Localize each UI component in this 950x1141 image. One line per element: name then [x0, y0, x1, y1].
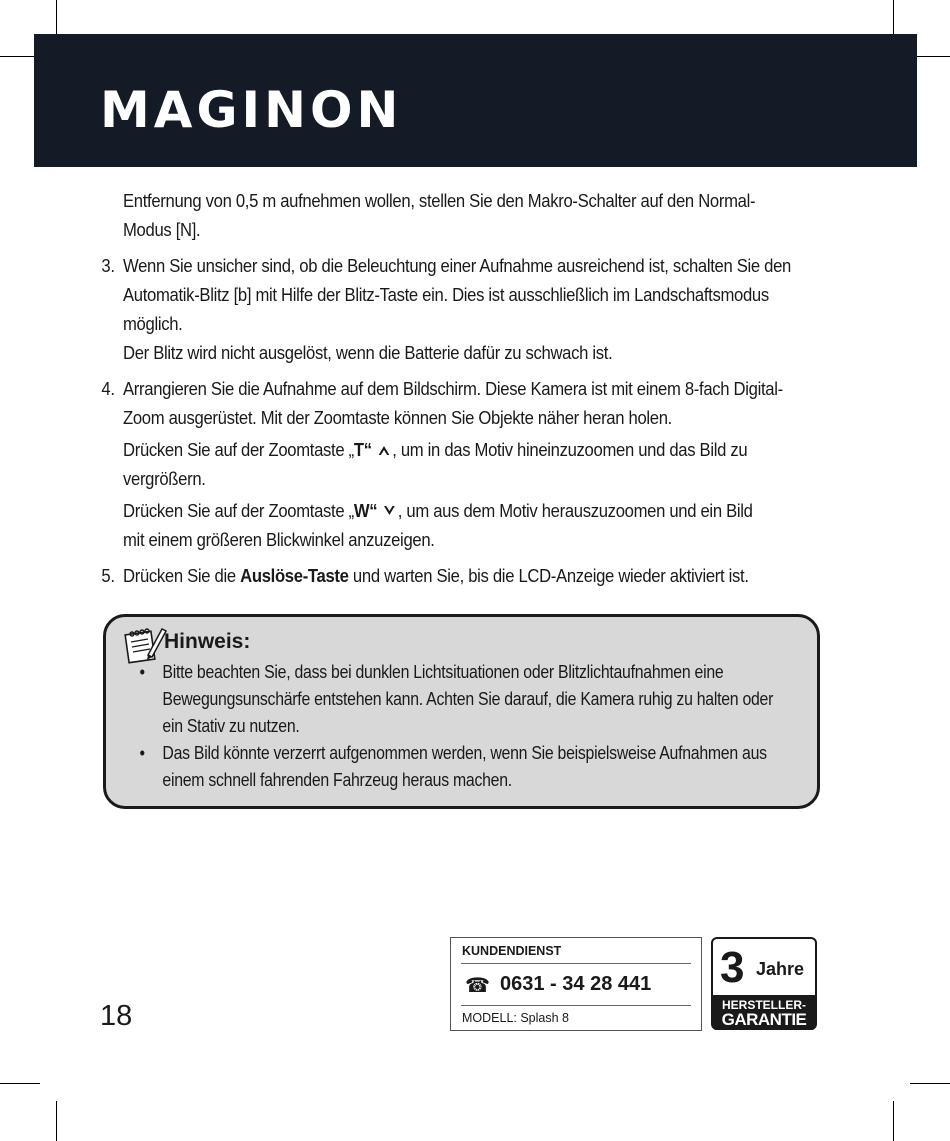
step-4-line-1: Arrangieren Sie die Aufnahme auf dem Bildschirm. Diese Kamera ist mit einem 8-fach Digital- [123, 378, 783, 399]
note-list [136, 659, 805, 794]
service-phone: 0631 - 34 28 441 [500, 973, 652, 995]
customer-service-box [450, 937, 702, 1031]
warranty-line-2: GARANTIE [721, 1010, 807, 1029]
zoom-in-pre: Drücken Sie auf der Zoomtaste „ [123, 439, 354, 460]
step-5-pre: Drücken Sie die [123, 565, 241, 586]
crop-mark [0, 1083, 40, 1084]
instructions [96, 186, 826, 590]
step-3-line-4: Der Blitz wird nicht ausgelöst, wenn die Batterie dafür zu schwach ist. [123, 342, 613, 363]
zoom-in-post: , um in das Motiv hineinzuzoomen und das Bild zu [392, 439, 748, 460]
arrow-up-icon [378, 443, 391, 457]
continued-text [96, 186, 826, 244]
note-box [103, 614, 820, 809]
zoom-in-text [123, 435, 826, 493]
step-number: 5. [101, 565, 115, 586]
continued-line-1: Entfernung von 0,5 m aufnehmen wollen, stellen Sie den Makro-Schalter auf den Normal- [123, 190, 756, 211]
step-5-text [123, 561, 826, 590]
zoom-out-text [123, 496, 826, 554]
phone-icon: ☎ [465, 973, 490, 997]
note-1-line-2: Bewegungsunschärfe entstehen kann. Achten Sie darauf, die Kamera ruhig zu halten oder [162, 689, 774, 709]
zoom-out-pre: Drücken Sie auf der Zoomtaste „ [123, 500, 354, 521]
bullet: • [139, 743, 145, 763]
zoom-in-quote: “ [363, 439, 372, 460]
crop-mark [56, 1101, 57, 1141]
zoom-in-line-2: vergrößern. [123, 468, 206, 489]
crop-mark [893, 1101, 894, 1141]
note-2-line-1: Das Bild könnte verzerrt aufgenommen werden, wenn Sie beispielsweise Aufnahmen aus [162, 743, 767, 763]
warranty-number: 3 [720, 943, 745, 992]
step-4 [96, 374, 826, 554]
step-number: 4. [101, 378, 115, 399]
step-3 [96, 251, 826, 367]
crop-mark [910, 1083, 950, 1084]
zoom-out-line-2: mit einem größeren Blickwinkel anzuzeigen. [123, 529, 435, 550]
page-number: 18 [100, 1000, 133, 1032]
arrow-down-icon [383, 504, 396, 518]
note-item [136, 659, 805, 740]
zoom-in-key: T [353, 439, 364, 460]
warranty-badge [711, 937, 817, 1030]
step-3-text [123, 251, 826, 367]
warranty-years: Jahre [756, 959, 805, 979]
divider [461, 963, 691, 964]
bullet: • [139, 662, 145, 682]
step-number: 3. [101, 255, 115, 276]
step-5 [96, 561, 826, 590]
note-1-line-1: Bitte beachten Sie, dass bei dunklen Lichtsituationen oder Blitzlichtaufnahmen eine [162, 662, 724, 682]
zoom-out-post: , um aus dem Motiv herauszuzoomen und ein Bild [397, 500, 753, 521]
note-item [136, 740, 805, 794]
divider [461, 1005, 691, 1006]
service-label: KUNDENDIENST [462, 944, 562, 958]
note-title: Hinweis: [164, 630, 251, 653]
step-5-post: und warten Sie, bis die LCD-Anzeige wieder aktiviert ist. [348, 565, 749, 586]
brand-logo: MAGINON [100, 81, 403, 139]
continued-line-2: Modus [N]. [123, 219, 201, 240]
step-4-text [123, 374, 826, 432]
step-5-bold: Auslöse-Taste [240, 565, 349, 586]
zoom-out-key: W [353, 500, 370, 521]
step-3-line-2: Automatik-Blitz [b] mit Hilfe der Blitz-Taste ein. Dies ist ausschließlich im Landschaftsmodus [123, 284, 769, 305]
warranty-line-1: HERSTELLER- [722, 998, 806, 1012]
note-1-line-3: ein Stativ zu nutzen. [162, 716, 300, 736]
model-label: MODELL: Splash 8 [462, 1011, 569, 1025]
step-4-line-2: Zoom ausgerüstet. Mit der Zoomtaste können Sie Objekte näher heran holen. [123, 407, 672, 428]
step-3-line-3: möglich. [123, 313, 183, 334]
zoom-out-quote: “ [369, 500, 378, 521]
note-2-line-2: einem schnell fahrenden Fahrzeug heraus machen. [162, 770, 512, 790]
step-3-line-1: Wenn Sie unsicher sind, ob die Beleuchtung einer Aufnahme ausreichend ist, schalten Sie den [123, 255, 792, 276]
